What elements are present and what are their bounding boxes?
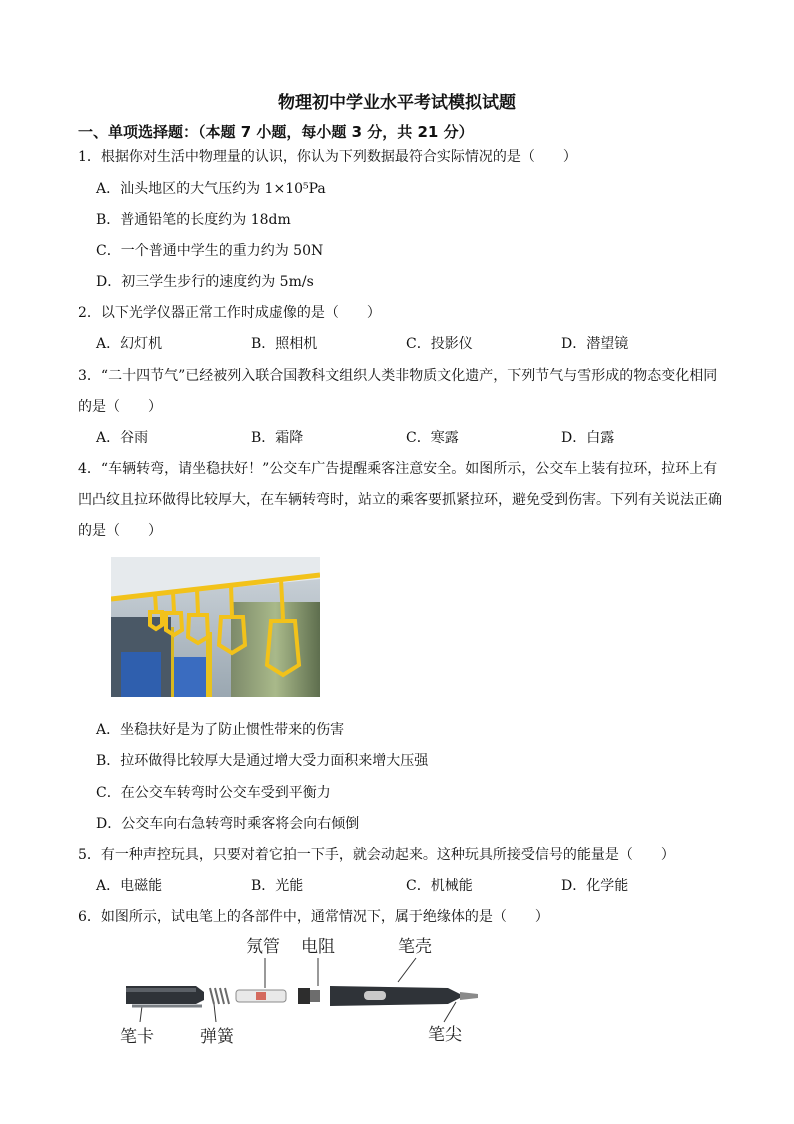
question-3-stem-line-2: 的是（ ） xyxy=(78,399,162,415)
bus-handle-photo xyxy=(111,557,320,697)
test-pencil-diagram xyxy=(118,930,488,1050)
question-5-stem: 5．有一种声控玩具，只要对着它拍一下手，就会动起来。这种玩具所接受信号的能量是（ ） xyxy=(78,847,675,863)
bus-interior-image xyxy=(111,557,320,697)
question-2-option-c: C．投影仪 xyxy=(406,336,473,352)
question-6-stem: 6．如图所示，试电笔上的各部件中，通常情况下，属于绝缘体的是（ ） xyxy=(78,909,549,925)
question-2-option-d: D．潜望镜 xyxy=(561,336,629,352)
question-5-option-a: A．电磁能 xyxy=(96,878,163,894)
question-5-option-b: B．光能 xyxy=(251,878,304,894)
question-1-option-a: A．汕头地区的大气压约为 1×10⁵Pa xyxy=(96,181,326,197)
question-4-stem-line-1: 4．“车辆转弯，请坐稳扶好！”公交车广告提醒乘客注意安全。如图所示，公交车上装有拉环，拉环上有 xyxy=(78,461,718,477)
label-neon-tube: 氖管 xyxy=(246,937,280,957)
question-3-option-b: B．霜降 xyxy=(251,430,304,446)
label-resistor: 电阻 xyxy=(301,937,335,957)
question-2-stem: 2．以下光学仪器正常工作时成虚像的是（ ） xyxy=(78,305,381,321)
question-3-option-c: C．寒露 xyxy=(406,430,459,446)
question-1-option-b: B．普通铅笔的长度约为 18dm xyxy=(96,212,291,228)
question-5-option-c: C．机械能 xyxy=(406,878,473,894)
question-4-option-c: C．在公交车转弯时公交车受到平衡力 xyxy=(96,785,331,801)
question-4-stem-line-3: 的是（ ） xyxy=(78,523,162,539)
pen-tip xyxy=(460,992,478,1000)
question-1-option-d: D．初三学生步行的速度约为 5m/s xyxy=(96,274,314,290)
question-5-option-d: D．化学能 xyxy=(561,878,629,894)
question-2-options xyxy=(96,333,716,353)
neon-tube-core xyxy=(256,992,266,1000)
question-3-option-d: D．白露 xyxy=(561,430,615,446)
question-4-option-a: A．坐稳扶好是为了防止惯性带来的伤害 xyxy=(96,722,345,738)
question-3-option-a: A．谷雨 xyxy=(96,430,149,446)
question-2-option-a: A．幻灯机 xyxy=(96,336,163,352)
question-4-stem-line-2: 凹凸纹且拉环做得比较厚大，在车辆转弯时，站立的乘客要抓紧拉环，避免受到伤害。下列有关说法正确 xyxy=(78,492,722,508)
question-2-option-b: B．照相机 xyxy=(251,336,318,352)
question-1-stem: 1．根据你对生活中物理量的认识，你认为下列数据最符合实际情况的是（ ） xyxy=(78,149,577,165)
question-4-option-d: D．公交车向右急转弯时乘客将会向右倾倒 xyxy=(96,816,360,832)
test-pencil-figure xyxy=(118,930,488,1050)
pen-shell-body xyxy=(330,986,460,1006)
label-clip: 笔卡 xyxy=(120,1027,154,1047)
label-tip: 笔尖 xyxy=(428,1025,462,1045)
question-3-stem-line-1: 3．“二十四节气”已经被列入联合国教科文组织人类非物质文化遗产，下列节气与雪形成的物态变化相同 xyxy=(78,368,718,384)
section-heading: 一、单项选择题：（本题 7 小题，每小题 3 分，共 21 分） xyxy=(78,123,474,141)
label-spring: 弹簧 xyxy=(200,1027,234,1047)
shell-window xyxy=(364,991,386,1000)
question-4-option-b: B．拉环做得比较厚大是通过增大受力面积来增大压强 xyxy=(96,753,429,769)
question-5-options xyxy=(96,875,716,895)
question-3-options xyxy=(96,427,716,447)
question-1-option-c: C．一个普通中学生的重力约为 50N xyxy=(96,243,324,259)
resistor-block xyxy=(298,988,310,1004)
spring-coils xyxy=(210,988,229,1004)
page-title: 物理初中学业水平考试模拟试题 xyxy=(278,93,516,113)
label-shell: 笔壳 xyxy=(398,937,432,957)
